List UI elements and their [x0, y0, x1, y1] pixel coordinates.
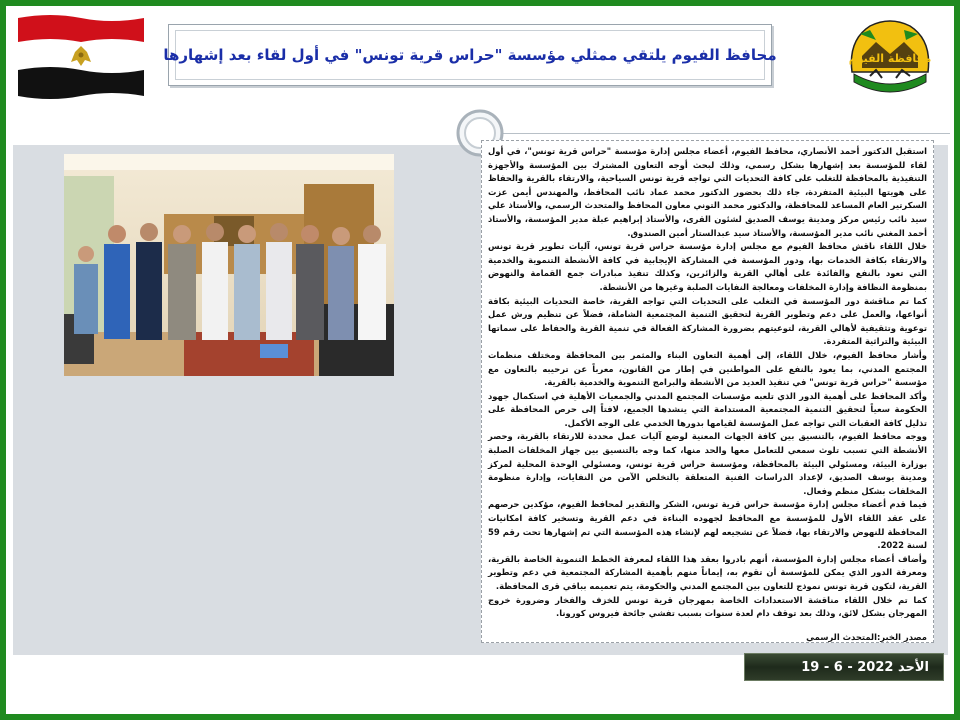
- page-title: محافظ الفيوم يلتقي ممثلي مؤسسة "حراس قرية تونس" في أول لقاء بعد إشهارها: [163, 46, 777, 64]
- date-value: 19 - 6 - 2022: [801, 659, 894, 675]
- article-paragraph: ووجه محافظ الفيوم، بالتنسيق بين كافة الجهات المعنية لوضع آليات عمل محددة للارتقاء بالقرية، وحصر الأنشطة التي تسبب تلوث سمعي للتعامل معها والحد منها، كما وجه بالتنسيق بين جهاز المخلفات الصلبة بوزارة البيئة، ومسئولي البيئة بالمحافظة، ومؤسسة حراس قرية تونس، ومسئولي الوحدة المحلية لمركز ومدينة يوسف الصديق، لإعداد الدراسات الفنية المتعلقة بالتخلص الآمن من النفايات، وإدارة منظومة المخلفات بشكل منظم وفعال.: [488, 431, 927, 496]
- title-box: [163, 24, 777, 86]
- article-paragraph: وأكد المحافظ على أهمية الدور الذي تلعبه مؤسسات المجتمع المدني والجمعيات الأهلية في استكمال جهود الحكومة سعياً لتحقيق التنمية المجتمعية المستدامة التي ينشدها الجميع، لافتاً إلى حرص المحافظة على تذليل كافة العقبات التي تواجه عمل المؤسسة لقيامها بدورها الخدمي على الوجه الأكمل.: [488, 390, 927, 428]
- article-paragraph: وأضاف أعضاء مجلس إدارة المؤسسة، أنهم بادروا بعقد هذا اللقاء لمعرفة الخطط التنموية الخاصة بالقرية، ومعرفة الدور الذي يمكن للمؤسسة أن تقوم به، إيماناً منهم بأهمية المشاركة المجتمعية في دعم وتطوير القرية، لتكون قرية تونس نموذج للتعاون بين المجتمع المدني والحكومة، يتم تعميمه بباقي قرى المحافظة.: [488, 553, 927, 591]
- governorate-logo-icon: [840, 12, 940, 102]
- article-paragraph: كما تم مناقشة دور المؤسسة في التغلب على التحديات التي تواجه القرية، خاصة التحديات البيئية بكافة أنواعها، والعمل على دعم وتطوير القرية لتحقيق التنمية المجتمعية الشاملة، فضلاً عن تنظيم ورش عمل توعوية وتثقيفية لأهالي القرية، لتوعيتهم بضرورة المشاركة الفعالة في تنمية القرية والحفاظ على سماتها البيئية والتراثية المتفردة.: [488, 295, 927, 347]
- article-paragraph: فيما قدم أعضاء مجلس إدارة مؤسسة حراس قرية تونس، الشكر والتقدير لمحافظ الفيوم، مؤكدين حرصهم على عقد اللقاء الأول للمؤسسة مع المحافظ لجهوده البناءة في دعم القرية وتسخير كافة امكانيات المحافظة للنهوض والارتقاء بها، فضلاً عن تشجيعه لهم لإنشاء هذه المؤسسة التي تم إشهارها تحت رقم 59 لسنة 2022.: [488, 499, 927, 551]
- article-paragraph: استقبل الدكتور أحمد الأنصاري، محافظ الفيوم، أعضاء مجلس إدارة مؤسسة "حراس قرية تونس"، في أول لقاء للمؤسسة بعد إشهارها بشكل رسمي، وذلك لبحث أوجه التعاون المشترك بين المؤسسة والأجهزة التنفيذية بالمحافظة للتغلب على كافة التحديات التي تواجه قرية تونس السياحية، والارتقاء بالقرية والحفاظ على هويتها البيئية المتفردة، جاء ذلك بحضور الدكتور محمد عماد نائب المحافظ، والمهندس أيمن عزت السكرتير العام المساعد للمحافظة، والدكتور محمد التوني معاون المحافظ والمتحدث الرسمي، والأستاذ علي سيد نائب رئيس مركز ومدينة يوسف الصديق لشئون القرى، والأستاذ إبراهيم عبلة مدير المؤسسة، والأستاذ أحمد المغني نائب مدير المؤسسة، والأستاذ سيد عبدالستار أمين الصندوق.: [488, 146, 927, 238]
- date-day: الأحد: [897, 659, 929, 675]
- article-source: مصدر الخبر:المتحدث الرسمي: [806, 631, 927, 642]
- meeting-photo: [64, 154, 394, 376]
- date-bar: [744, 653, 944, 681]
- logo-text: محافظة الفيوم: [848, 52, 932, 65]
- article-paragraph: كما تم خلال اللقاء مناقشة الاستعدادات الخاصة بمهرجان قرية تونس للخزف والفخار وضرورة خروج المهرجان بشكل لائق، وذلك بعد توقف دام لعدة سنوات بسبب تفشي جائحة فيروس كورونا.: [488, 594, 927, 619]
- article-paragraph: وأشار محافظ الفيوم، خلال اللقاء، إلى أهمية التعاون البناء والمثمر بين المحافظة ومختلف منظمات المجتمع المدني، بما يعود بالنفع على المواطنين في إطار من القانون، معرباً عن ترحيبه بالتعاون مع مؤسسة "حراس قرية تونس" في تنفيذ العديد من الأنشطة والبرامج التنموية والخدمية بالقرية.: [488, 349, 927, 388]
- article-paragraph: خلال اللقاء ناقش محافظ الفيوم مع مجلس إدارة مؤسسة حراس قرية تونس، آليات تطوير قرية تونس والارتقاء بكافة الخدمات بها، ودور المؤسسة في المشاركة الإيجابية في كافة الأنشطة التنموية والخدمية التي تعود بالنفع والفائدة على أهالي القرية والزائرين، وكذلك تنفيذ مبادرات جمع القمامة والنهوض بمنظومة النظافة وإدارة المخلفات ومعالجة النفايات الصلبة وغيرها من الأنشطة.: [488, 241, 927, 292]
- egypt-flag-icon: [16, 12, 146, 100]
- article-body: [481, 140, 934, 643]
- date-label: [801, 660, 929, 675]
- divider-line: [500, 133, 950, 134]
